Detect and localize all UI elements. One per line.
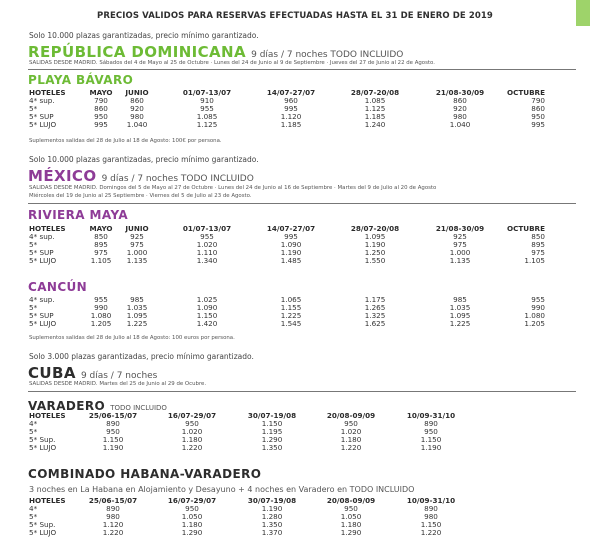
page-header: PRECIOS VALIDOS PARA RESERVAS EFECTUADAS HASTA EL 31 DE ENERO DE 2019 — [97, 11, 493, 21]
mx-subtitle: 9 días / 7 noches TODO INCLUIDO — [101, 174, 254, 184]
hotel-category-cell: 4* — [29, 504, 38, 513]
price-cell: 955 — [200, 232, 214, 241]
price-cell: 1.020 — [340, 427, 362, 436]
price-cell: 1.150 — [102, 435, 124, 444]
price-cell: 1.155 — [280, 303, 302, 312]
price-cell: 950 — [424, 427, 438, 436]
price-cell: 980 — [106, 512, 120, 521]
column-header: 30/07-19/08 — [247, 411, 297, 420]
price-cell: 975 — [94, 248, 108, 257]
hotel-category-cell: 5* — [29, 104, 38, 113]
price-cell: 910 — [200, 96, 214, 105]
column-header: HOTELES — [29, 88, 66, 97]
price-cell: 1.190 — [280, 248, 302, 257]
price-cell: 1.190 — [261, 504, 283, 513]
hotel-category-cell: 5* LUJO — [29, 319, 57, 328]
price-cell: 995 — [94, 120, 108, 129]
price-cell: 1.205 — [524, 319, 545, 328]
price-cell: 860 — [531, 104, 545, 113]
rd-subtitle: 9 días / 7 noches TODO INCLUIDO — [251, 50, 404, 60]
price-cell: 1.190 — [420, 443, 442, 452]
price-cell: 1.225 — [126, 319, 148, 328]
price-cell: 1.190 — [102, 443, 124, 452]
column-header: 16/07-29/07 — [167, 496, 217, 505]
hotel-category-cell: 4* sup. — [29, 96, 55, 105]
price-cell: 1.325 — [364, 311, 386, 320]
price-cell: 1.105 — [90, 256, 112, 265]
price-cell: 1.220 — [181, 443, 203, 452]
price-cell: 1.220 — [102, 528, 124, 537]
column-header: 28/07-20/08 — [350, 224, 400, 233]
price-cell: 955 — [200, 104, 214, 113]
price-cell: 1.025 — [196, 295, 218, 304]
region-varadero: VARADERO — [28, 399, 106, 413]
column-header: 01/07-13/07 — [182, 224, 232, 233]
mx-footnote: Suplementos salidas del 28 de Julio al 18 de Agosto: 100 euros por persona. — [29, 335, 235, 341]
region-varadero-sub: TODO INCLUIDO — [110, 404, 167, 412]
price-cell: 1.050 — [340, 512, 362, 521]
column-header: 20/08-09/09 — [326, 496, 376, 505]
price-cell: 985 — [453, 295, 467, 304]
price-cell: 950 — [531, 112, 545, 121]
price-cell: 995 — [284, 104, 298, 113]
price-cell: 980 — [130, 112, 144, 121]
price-cell: 1.135 — [449, 256, 471, 265]
price-cell: 1.290 — [340, 528, 362, 537]
price-cell: 955 — [94, 295, 108, 304]
price-cell: 1.120 — [102, 520, 124, 529]
price-cell: 1.220 — [340, 443, 362, 452]
price-cell: 1.290 — [261, 435, 283, 444]
price-cell: 950 — [344, 419, 358, 428]
column-header: 21/08-30/09 — [435, 224, 485, 233]
price-cell: 1.340 — [196, 256, 218, 265]
cuba-title: CUBA — [28, 364, 76, 382]
column-header: OCTUBRE — [506, 224, 545, 233]
cuba-divider — [28, 391, 576, 392]
price-cell: 1.240 — [364, 120, 386, 129]
price-cell: 1.095 — [449, 311, 471, 320]
price-cell: 1.220 — [420, 528, 442, 537]
mx-title: MÉXICO — [28, 167, 97, 185]
column-header: HOTELES — [29, 224, 66, 233]
price-cell: 1.545 — [280, 319, 302, 328]
price-cell: 1.105 — [524, 256, 545, 265]
price-cell: 1.420 — [196, 319, 218, 328]
region-playa-bavaro: PLAYA BÁVARO — [28, 73, 134, 87]
price-cell: 1.485 — [280, 256, 302, 265]
region-combinado: COMBINADO HABANA-VARADERO — [28, 467, 262, 481]
price-cell: 1.090 — [196, 303, 218, 312]
price-cell: 890 — [106, 504, 120, 513]
hotel-category-cell: 5* SUP — [29, 248, 54, 257]
price-cell: 1.085 — [364, 96, 386, 105]
price-cell: 920 — [453, 104, 467, 113]
column-header: 10/09-31/10 — [406, 496, 456, 505]
mx-salidas-2: Miércoles del 19 de Junio al 25 Septiembre · Viernes del 5 de Julio al 23 de Agosto. — [29, 193, 252, 199]
price-cell: 1.150 — [261, 419, 283, 428]
price-cell: 890 — [424, 419, 438, 428]
price-cell: 1.225 — [449, 319, 471, 328]
price-cell: 950 — [344, 504, 358, 513]
price-cell: 890 — [424, 504, 438, 513]
price-cell: 1.150 — [196, 311, 218, 320]
price-cell: 1.135 — [126, 256, 148, 265]
hotel-category-cell: 5* Sup. — [29, 435, 56, 444]
region-combinado-sub: 3 noches en La Habana en Alojamiento y Desayuno + 4 noches en Varadero en TODO INCLUIDO — [29, 485, 415, 494]
region-riviera-maya: RIVIERA MAYA — [28, 208, 129, 222]
column-header: 14/07-27/07 — [266, 88, 316, 97]
mx-title-line — [28, 166, 254, 185]
price-cell: 1.085 — [196, 112, 218, 121]
mx-divider — [28, 203, 576, 204]
price-cell: 950 — [94, 112, 108, 121]
column-header: HOTELES — [29, 411, 66, 420]
hotel-category-cell: 5* LUJO — [29, 120, 57, 129]
price-cell: 1.625 — [364, 319, 386, 328]
column-header: MAYO — [89, 224, 113, 233]
price-cell: 1.000 — [449, 248, 471, 257]
price-cell: 1.080 — [90, 311, 112, 320]
price-cell: 1.020 — [181, 427, 203, 436]
price-cell: 925 — [453, 232, 467, 241]
hotel-category-cell: 5* — [29, 427, 38, 436]
price-cell: 1.120 — [280, 112, 302, 121]
price-cell: 925 — [130, 232, 144, 241]
price-cell: 1.180 — [340, 520, 362, 529]
price-cell: 1.190 — [364, 240, 386, 249]
price-cell: 995 — [284, 232, 298, 241]
hotel-category-cell: 5* LUJO — [29, 256, 57, 265]
column-header: 10/09-31/10 — [406, 411, 456, 420]
price-cell: 985 — [130, 295, 144, 304]
price-cell: 895 — [94, 240, 108, 249]
column-header: 25/06-15/07 — [88, 411, 138, 420]
column-header: HOTELES — [29, 496, 66, 505]
hotel-category-cell: 5* LUJO — [29, 528, 57, 537]
price-cell: 1.180 — [181, 435, 203, 444]
price-cell: 1.080 — [524, 311, 545, 320]
price-cell: 1.050 — [181, 512, 203, 521]
hotel-category-cell: 5* — [29, 303, 38, 312]
column-header: JUNIO — [125, 224, 149, 233]
rd-guarantee-note: Solo 10.000 plazas garantizadas, precio mínimo garantizado. — [29, 31, 259, 40]
price-cell: 860 — [453, 96, 467, 105]
mx-guarantee-note: Solo 10.000 plazas garantizadas, precio mínimo garantizado. — [29, 155, 259, 164]
rd-title: REPÚBLICA DOMINICANA — [28, 43, 247, 61]
column-header: 30/07-19/08 — [247, 496, 297, 505]
price-cell: 990 — [94, 303, 108, 312]
column-header: JUNIO — [125, 88, 149, 97]
price-cell: 1.125 — [196, 120, 218, 129]
hotel-category-cell: 4* — [29, 419, 38, 428]
mx-salidas-1: SALIDAS DESDE MADRID. Domingos del 5 de Mayo al 27 de Octubre · Lunes del 24 de Junio al 16 de Septiembre · Martes del 9 de Julio al 20 de Agosto — [29, 185, 437, 191]
price-cell: 1.035 — [449, 303, 471, 312]
price-cell: 995 — [531, 120, 545, 129]
price-cell: 1.250 — [364, 248, 386, 257]
region-cancun: CANCÚN — [28, 280, 88, 294]
price-cell: 980 — [453, 112, 467, 121]
price-cell: 950 — [185, 504, 199, 513]
hotel-category-cell: 5* — [29, 512, 38, 521]
price-cell: 950 — [106, 427, 120, 436]
rd-footnote: Suplementos salidas del 28 de Julio al 18 de Agosto: 100€ por persona. — [29, 138, 222, 144]
column-header: 28/07-20/08 — [350, 88, 400, 97]
price-cell: 1.175 — [364, 295, 386, 304]
price-cell: 860 — [94, 104, 108, 113]
price-cell: 1.195 — [261, 427, 283, 436]
hotel-category-cell: 5* SUP — [29, 311, 54, 320]
price-cell: 1.205 — [90, 319, 112, 328]
rd-divider — [28, 69, 576, 70]
price-cell: 950 — [185, 419, 199, 428]
column-header: 21/08-30/09 — [435, 88, 485, 97]
price-cell: 850 — [94, 232, 108, 241]
price-cell: 1.350 — [261, 520, 283, 529]
price-cell: 1.125 — [364, 104, 386, 113]
price-cell: 1.265 — [364, 303, 386, 312]
column-header: 25/06-15/07 — [88, 496, 138, 505]
price-cell: 1.035 — [126, 303, 148, 312]
column-header: 14/07-27/07 — [266, 224, 316, 233]
hotel-category-cell: 4* sup. — [29, 232, 55, 241]
hotel-category-cell: 4* sup. — [29, 295, 55, 304]
price-cell: 1.180 — [340, 435, 362, 444]
price-cell: 1.185 — [280, 120, 302, 129]
rd-salidas: SALIDAS DESDE MADRID. Sábados del 4 de Mayo al 25 de Octubre · Lunes del 24 de Junio al 9 de Septiembre · Jueves del 27 de Junio al 22 de Agosto. — [29, 60, 435, 66]
price-cell: 1.095 — [126, 311, 148, 320]
price-cell: 960 — [284, 96, 298, 105]
price-cell: 1.095 — [364, 232, 386, 241]
price-cell: 1.040 — [449, 120, 471, 129]
column-header: OCTUBRE — [506, 88, 545, 97]
price-cell: 1.280 — [261, 512, 283, 521]
price-cell: 1.350 — [261, 443, 283, 452]
price-cell: 1.550 — [364, 256, 386, 265]
hotel-category-cell: 5* — [29, 240, 38, 249]
price-cell: 790 — [94, 96, 108, 105]
price-cell: 1.225 — [280, 311, 302, 320]
price-cell: 1.185 — [364, 112, 386, 121]
price-cell: 980 — [424, 512, 438, 521]
hotel-category-cell: 5* Sup. — [29, 520, 56, 529]
price-cell: 1.090 — [280, 240, 302, 249]
price-cell: 920 — [130, 104, 144, 113]
price-cell: 975 — [531, 248, 545, 257]
price-cell: 975 — [453, 240, 467, 249]
price-cell: 955 — [531, 295, 545, 304]
price-cell: 990 — [531, 303, 545, 312]
price-cell: 1.370 — [261, 528, 283, 537]
price-cell: 1.180 — [181, 520, 203, 529]
column-header: MAYO — [89, 88, 113, 97]
price-cell: 1.150 — [420, 520, 442, 529]
price-cell: 1.110 — [196, 248, 218, 257]
price-cell: 790 — [531, 96, 545, 105]
cuba-guarantee-note: Solo 3.000 plazas garantizadas, precio mínimo garantizado. — [29, 352, 254, 361]
price-cell: 895 — [531, 240, 545, 249]
price-cell: 850 — [531, 232, 545, 241]
price-cell: 1.065 — [280, 295, 302, 304]
column-header: 01/07-13/07 — [182, 88, 232, 97]
price-cell: 1.000 — [126, 248, 148, 257]
price-cell: 975 — [130, 240, 144, 249]
hotel-category-cell: 5* SUP — [29, 112, 54, 121]
cuba-subtitle: 9 días / 7 noches — [80, 371, 158, 381]
price-cell: 1.150 — [420, 435, 442, 444]
column-header: 16/07-29/07 — [167, 411, 217, 420]
price-cell: 860 — [130, 96, 144, 105]
cuba-salidas: SALIDAS DESDE MADRID. Martes del 25 de Junio al 29 de Ocubre. — [29, 381, 207, 387]
price-cell: 1.040 — [126, 120, 148, 129]
price-cell: 1.290 — [181, 528, 203, 537]
price-cell: 1.020 — [196, 240, 218, 249]
column-header: 20/08-09/09 — [326, 411, 376, 420]
hotel-category-cell: 5* LUJO — [29, 443, 57, 452]
price-cell: 890 — [106, 419, 120, 428]
